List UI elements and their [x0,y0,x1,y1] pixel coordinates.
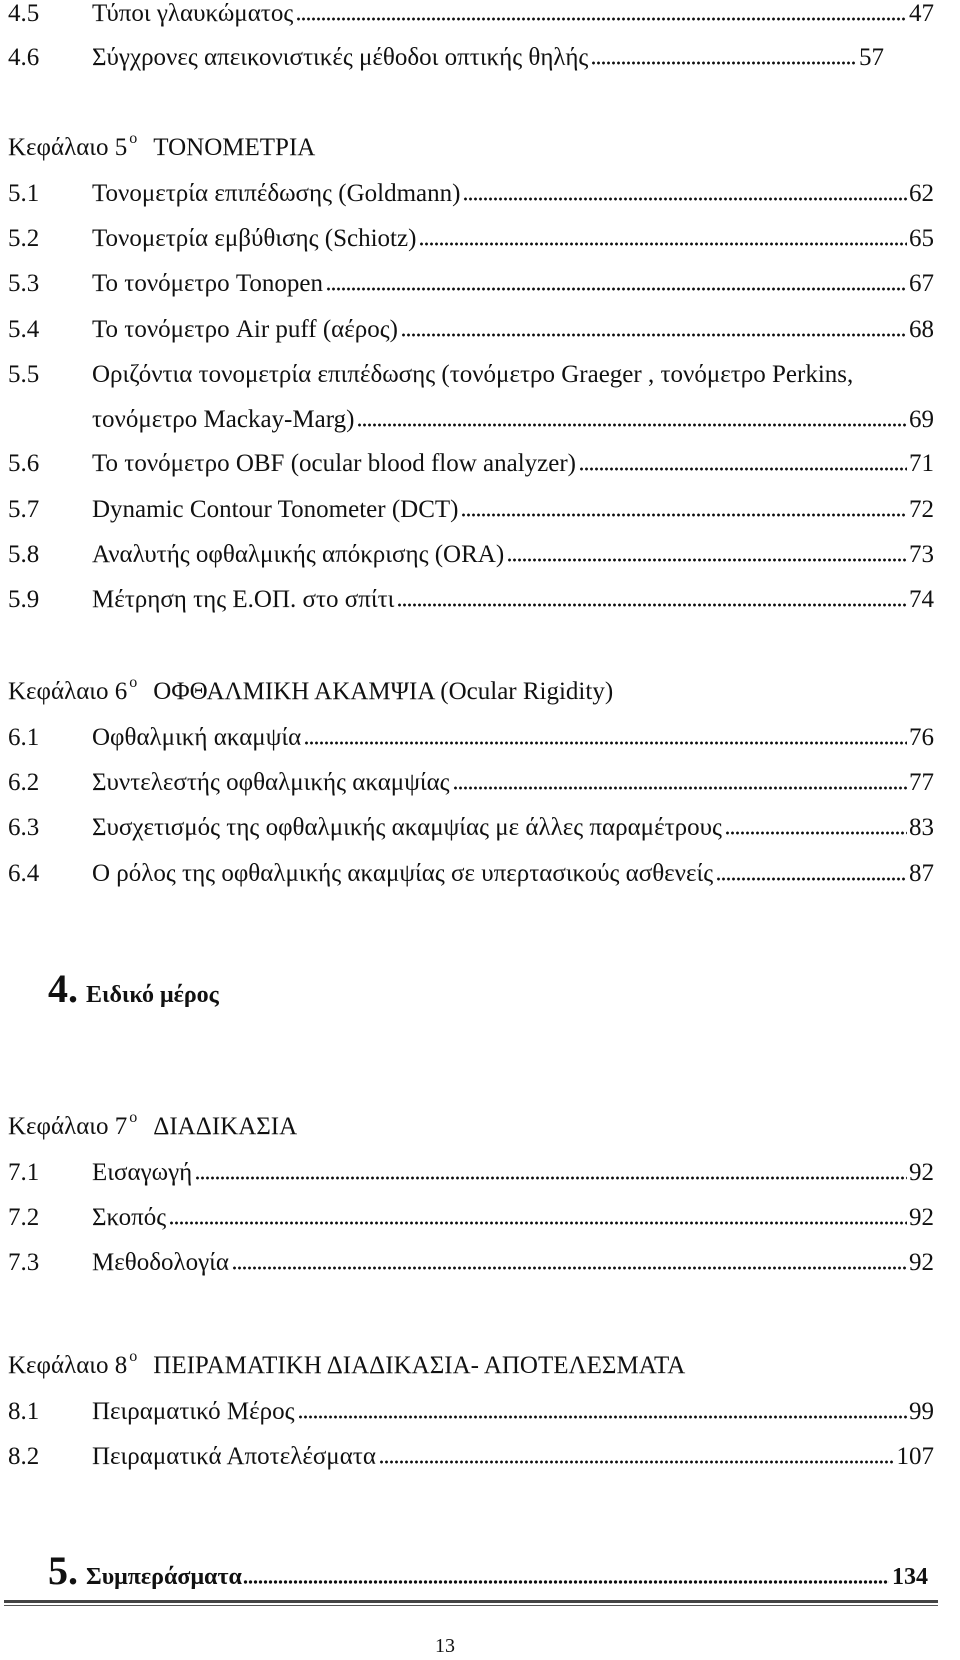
entry-title: Σκοπός [92,1204,167,1231]
entry-title: Το τονόμετρο Air puff (αέρος) [92,316,398,343]
entry-page: 83 [909,814,934,841]
entry-title: Συντελεστής οφθαλμικής ακαμψίας [92,769,450,796]
toc-entry-continuation [92,402,934,438]
entry-number: 6.3 [8,814,40,841]
dot-leader [298,1415,907,1419]
entry-title: Σύγχρονες απεικονιστικές μέθοδοι οπτικής θηλής [92,44,589,71]
entry-number: 4.5 [8,0,40,27]
dot-leader [463,197,907,201]
toc-entry [8,312,934,348]
toc-entry [8,0,934,32]
entry-title: Οριζόντια τονομετρία επιπέδωσης (τονόμετρο Graeger , τονόμετρο Perkins, [92,361,854,388]
dot-leader [304,741,907,745]
section-heading-conclusions [48,1544,928,1598]
chapter-heading [8,672,928,712]
dot-leader [419,242,907,246]
toc-entry [8,1245,934,1281]
entry-title: Αναλυτής οφθαλμικής απόκρισης (ORA) [92,541,505,568]
entry-number: 5.9 [8,586,40,613]
entry-page: 77 [909,769,934,796]
dot-leader [169,1221,907,1225]
entry-number: 5.3 [8,270,40,297]
entry-number: 7.2 [8,1204,40,1231]
entry-number: 5.7 [8,496,40,523]
entry-title: Συσχετισμός της οφθαλμικής ακαμψίας με άλλες παραμέτρους [92,814,722,841]
entry-number: 6.1 [8,724,40,751]
entry-page: 99 [909,1398,934,1425]
entry-page: 76 [909,724,934,751]
entry-number: 7.3 [8,1249,40,1276]
entry-page: 67 [909,270,934,297]
section-title: Συμπεράσματα [86,1564,242,1590]
entry-number: 5.4 [8,316,40,343]
dot-leader [379,1460,895,1464]
dot-leader [326,287,907,291]
toc-entry [8,1200,934,1236]
chapter-title: ΠΕΙΡΑΜΑΤΙΚΗ ΔΙΑΔΙΚΑΣΙΑ- ΑΠΟΤΕΛΕΣΜΑΤΑ [153,1352,686,1379]
dot-leader [232,1266,907,1270]
entry-page: 92 [909,1159,934,1186]
chapter-ordinal: ο [129,1348,138,1365]
entry-page: 73 [909,541,934,568]
entry-page: 87 [909,860,934,887]
entry-title: Το τονόμετρο OBF (ocular blood flow analyzer) [92,450,576,477]
entry-number: 5.2 [8,225,40,252]
chapter-label: Κεφάλαιο 6 [8,678,128,705]
chapter-heading [8,128,928,168]
entry-page: 69 [909,406,934,433]
entry-number: 5.1 [8,180,40,207]
section-heading [48,962,219,1016]
chapter-label: Κεφάλαιο 5 [8,134,128,161]
entry-page: 107 [896,1443,934,1470]
chapter-heading [8,1107,928,1147]
dot-leader [716,877,907,881]
entry-number: 5.8 [8,541,40,568]
entry-page: 74 [909,586,934,613]
toc-entry [8,40,884,76]
entry-number: 6.4 [8,860,40,887]
entry-page: 72 [909,496,934,523]
dot-leader [725,831,907,835]
entry-page: 57 [859,44,884,71]
toc-entry [8,176,934,212]
entry-page: 47 [909,0,934,27]
chapter-ordinal: ο [129,130,138,147]
chapter-ordinal: ο [129,674,138,691]
dot-leader [507,558,907,562]
toc-entry [8,765,934,801]
entry-number: 8.2 [8,1443,40,1470]
section-title: Ειδικό μέρος [86,982,219,1008]
entry-title: Εισαγωγή [92,1159,193,1186]
dot-leader [296,17,907,21]
entry-number: 8.1 [8,1398,40,1425]
section-number: 5. [48,1548,78,1593]
chapter-heading [8,1346,928,1386]
entry-page: 134 [892,1564,928,1590]
entry-title: Τονομετρία εμβύθισης (Schiotz) [92,225,417,252]
entry-number: 5.6 [8,450,40,477]
section-number: 4. [48,966,78,1011]
dot-leader [591,61,857,65]
page-number: 13 [435,1635,455,1657]
entry-title: Πειραματικά Αποτελέσματα [92,1443,376,1470]
toc-entry [8,357,934,393]
toc-entry [8,720,934,756]
dot-leader [579,467,907,471]
toc-entry [8,1394,934,1430]
entry-page: 71 [909,450,934,477]
toc-entry [8,1155,934,1191]
toc-entry [8,582,934,618]
dot-leader [357,423,907,427]
toc-entry [8,537,934,573]
toc-entry [8,810,934,846]
toc-entry [8,266,934,302]
entry-title: Τύποι γλαυκώματος [92,0,294,27]
toc-entry [8,1439,934,1475]
entry-number: 7.1 [8,1159,40,1186]
toc-entry [8,492,934,528]
entry-title: Πειραματικό Μέρος [92,1398,295,1425]
toc-entry [8,856,934,892]
entry-page: 65 [909,225,934,252]
entry-title: Dynamic Contour Tonometer (DCT) [92,496,459,523]
entry-page: 68 [909,316,934,343]
entry-title: Το τονόμετρο Tonopen [92,270,323,297]
entry-page: 62 [909,180,934,207]
dot-leader [401,333,907,337]
entry-number: 4.6 [8,44,40,71]
entry-title: Μεθοδολογία [92,1249,229,1276]
entry-title: Ο ρόλος της οφθαλμικής ακαμψίας σε υπερτασικούς ασθενείς [92,860,714,887]
chapter-label: Κεφάλαιο 7 [8,1113,128,1140]
toc-entry [8,446,934,482]
toc-entry [8,221,934,257]
entry-number: 6.2 [8,769,40,796]
footer-rule-thin [4,1605,938,1606]
dot-leader [243,1580,889,1584]
entry-title: Οφθαλμική ακαμψία [92,724,302,751]
dot-leader [195,1176,907,1180]
entry-page: 92 [909,1249,934,1276]
chapter-title: ΟΦΘΑΛΜΙΚΗ ΑΚΑΜΨΙΑ (Ocular Rigidity) [153,678,614,705]
entry-title: Μέτρηση της Ε.ΟΠ. στο σπίτι [92,586,395,613]
dot-leader [461,513,907,517]
entry-page: 92 [909,1204,934,1231]
chapter-ordinal: ο [129,1109,138,1126]
footer-rule [4,1600,938,1603]
chapter-label: Κεφάλαιο 8 [8,1352,128,1379]
entry-title: τονόμετρο Mackay-Marg) [92,406,355,433]
entry-number: 5.5 [8,361,40,388]
dot-leader [453,786,907,790]
dot-leader [397,603,907,607]
entry-title: Τονομετρία επιπέδωσης (Goldmann) [92,180,461,207]
chapter-title: ΤΟΝΟΜΕΤΡΙΑ [153,134,316,161]
chapter-title: ΔΙΑΔΙΚΑΣΙΑ [153,1113,298,1140]
